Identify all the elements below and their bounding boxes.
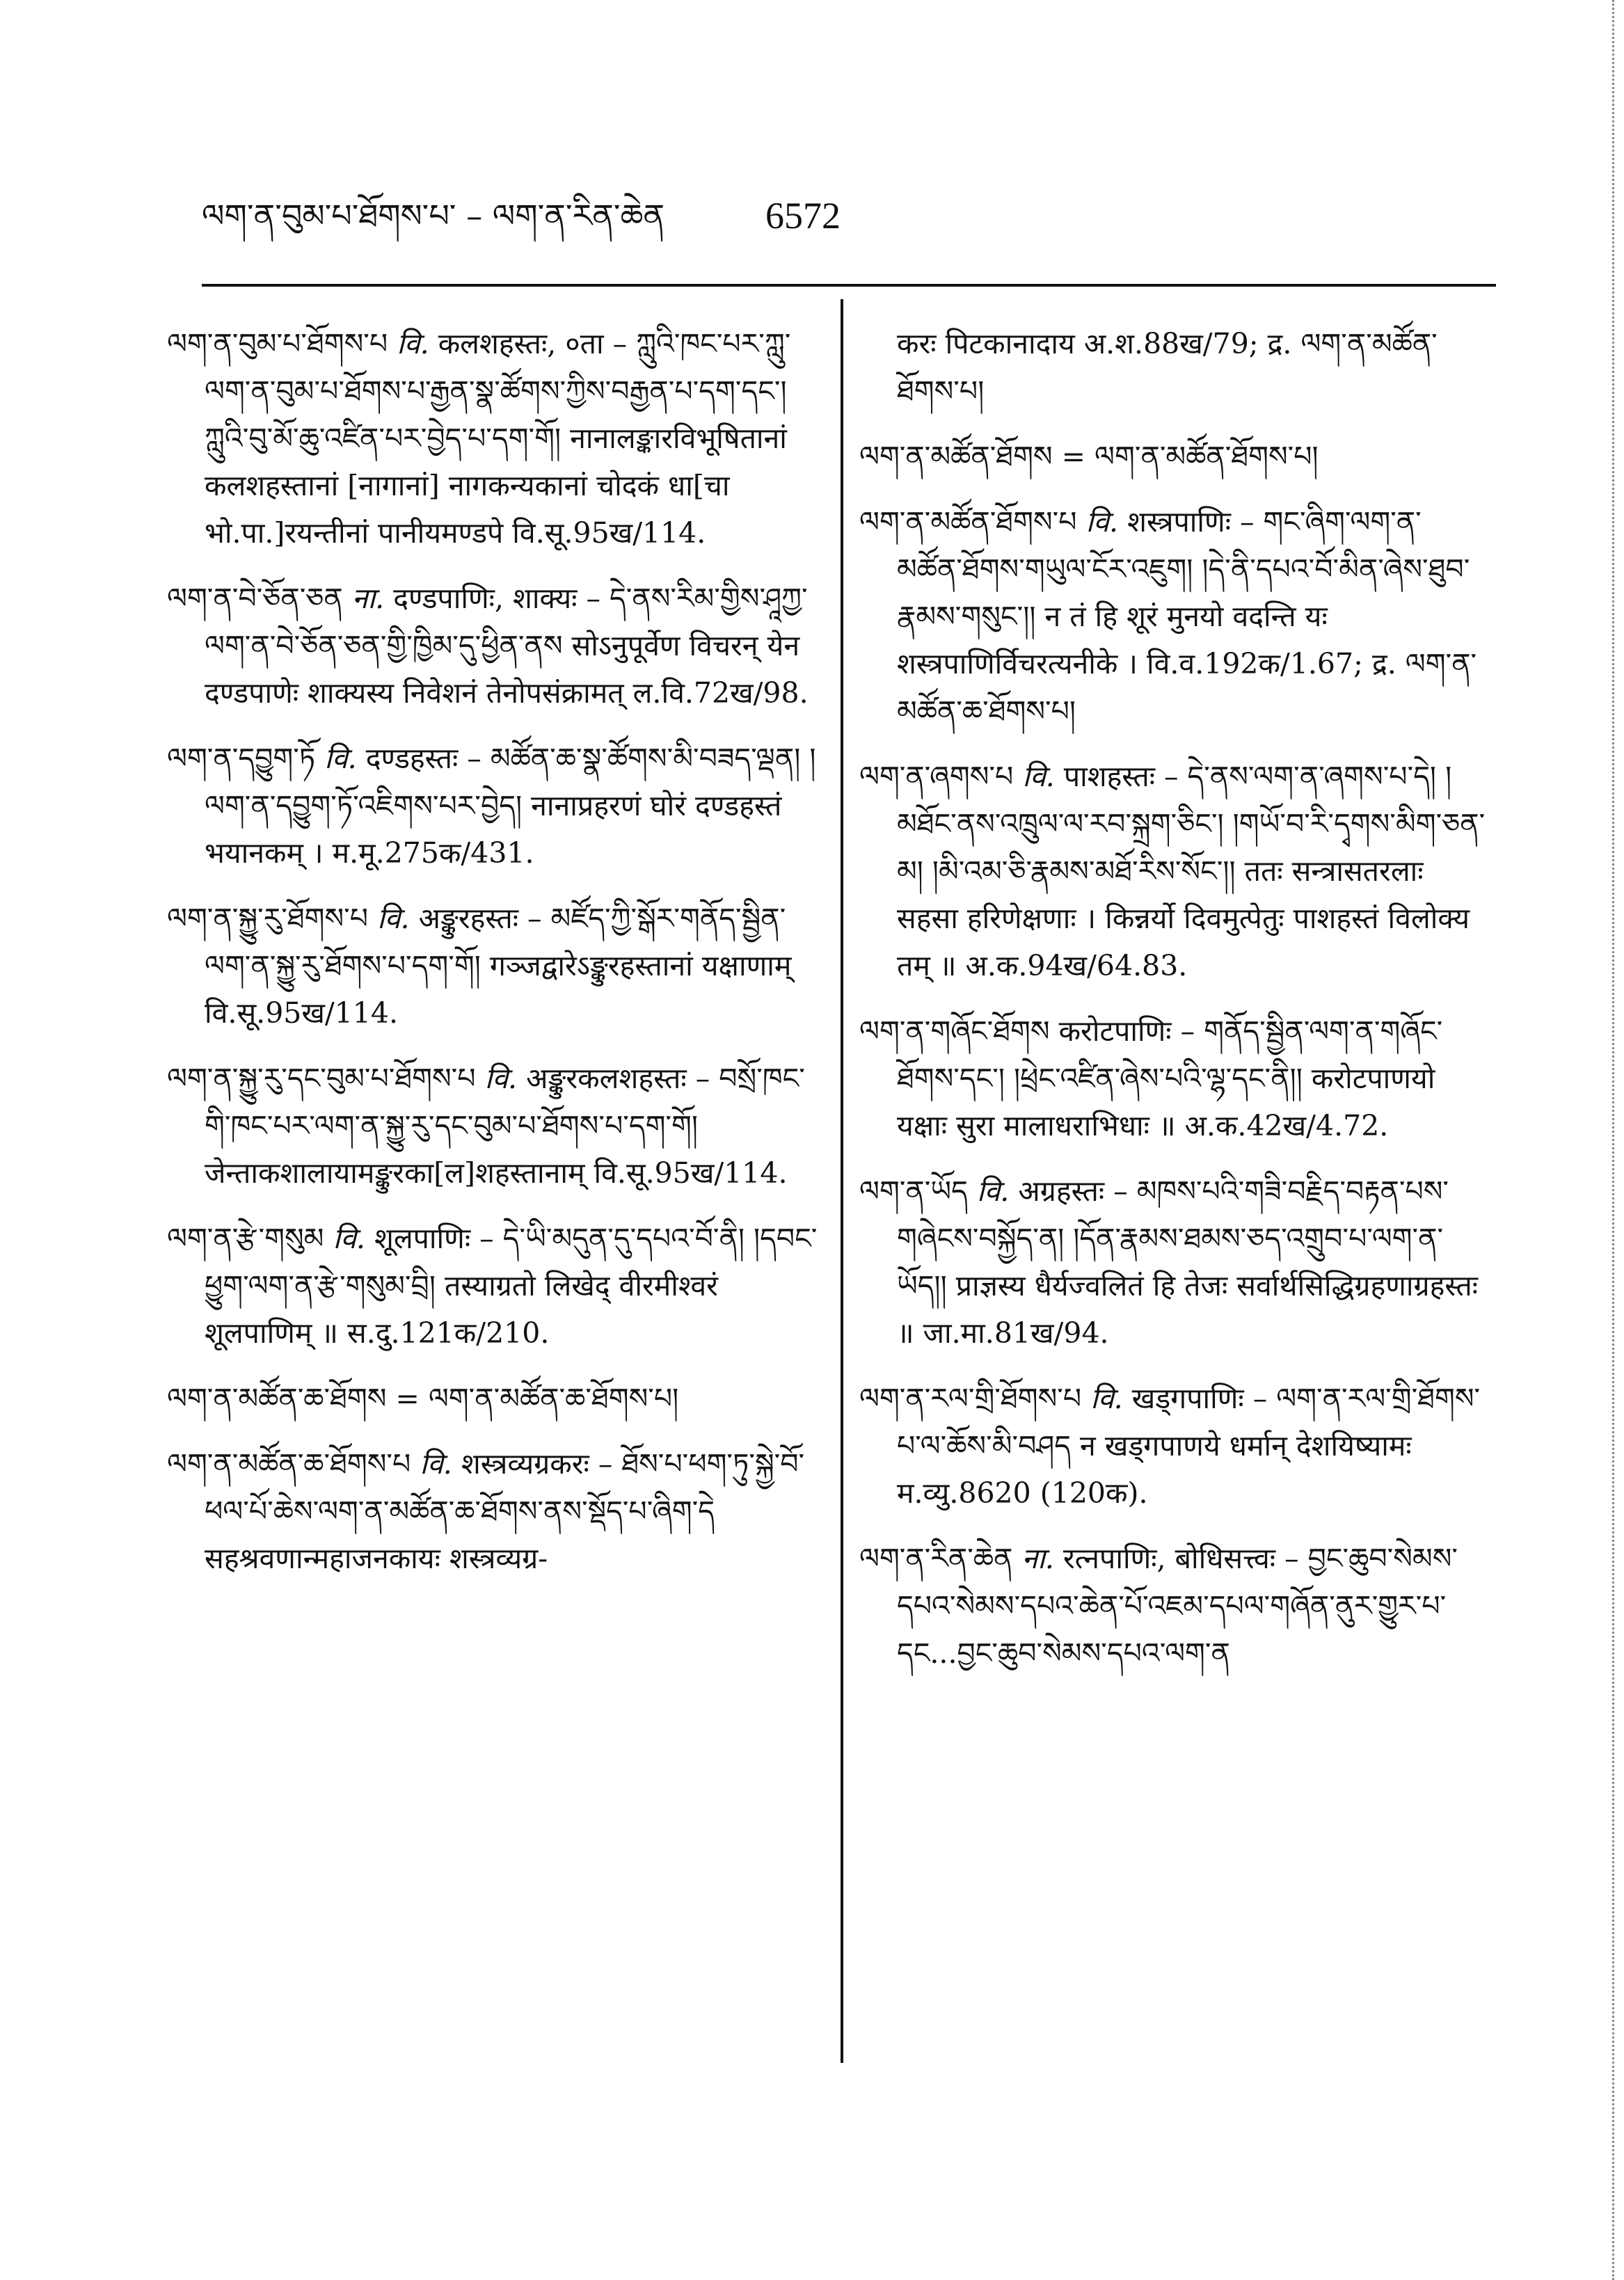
entry-headword: ལག་ན་ཡོད (859, 1174, 968, 1208)
entry-grammar-abbr: वि. (1022, 760, 1055, 793)
entry-headword: ལག་ན་ཞགས་པ (859, 760, 1014, 793)
entry-body: करः पिटकानादाय अ.श.88ख/79; द्र. ལག་ན་མཚོན་ཐོགས་པ། (897, 327, 1438, 408)
dictionary-entry (859, 433, 1486, 480)
entry-body: अङ्कुरहस्तः – མཛོད་ཀྱི་སྒོར་གནོད་སྦྱིན་ལག་ན་སྐྱུ་རུ་ཐོགས་པ་དག་གོ། गञ्जद्वारेऽङ्कुरहस्तानां यक्षाणाम् वि.सू.95ख/114. (205, 902, 792, 1030)
running-header-range: ལག་ན་བུམ་པ་ཐོགས་པ་ – ལག་ན་རིན་ཆེན (202, 197, 665, 234)
entry-headword: ལག་ན་མཚོན་ཐོགས་པ (859, 505, 1077, 539)
dictionary-entry (859, 1167, 1486, 1357)
entry-headword: ལག་ན་དབྱུག་ཏོ (167, 742, 316, 775)
entry-headword: ལག་ན་སྐྱུ་རུ་ཐོགས་པ (167, 902, 369, 935)
left-column (167, 320, 821, 2073)
dictionary-entry (167, 1055, 821, 1197)
entry-grammar-abbr: ना. (1021, 1542, 1054, 1575)
dictionary-entry (167, 575, 821, 717)
entry-body: शस्त्रव्यग्रकरः – ཐོས་པ་ཕག་ཏུ་སྐྱེ་བོ་ཕལ་པོ་ཆེས་ལག་ན་མཚོན་ཆ་ཐོགས་ནས་སྡོད་པ་ཞིག་དེ सहश्रवणान्महाजनकायः शस्त्रव्यग्र- (205, 1447, 805, 1575)
entry-grammar-abbr: वि. (420, 1447, 452, 1481)
entry-grammar-abbr: वि. (324, 742, 357, 775)
right-column (859, 320, 1486, 2073)
dictionary-entry (167, 735, 821, 877)
entry-headword: ལག་ན་རིན་ཆེན (859, 1542, 1013, 1575)
dictionary-entry (167, 320, 821, 557)
entry-headword: ལག་ན་མཚོན་ཐོགས (859, 440, 1053, 473)
entry-headword: ལག་ན་མཚོན་ཆ་ཐོགས (167, 1382, 387, 1415)
dictionary-entry (167, 1375, 821, 1422)
entry-body: = ལག་ན་མཚོན་ཆ་ཐོགས་པ། (395, 1382, 679, 1415)
entry-grammar-abbr: ना. (351, 582, 385, 615)
dictionary-entry (859, 753, 1486, 989)
entry-body: अग्रहस्तः – མཁས་པའི་གཟི་བརྗིད་བརྟན་པས་གཞེངས་བསྐྱོད་ན། །དོན་རྣམས་ཐམས་ཅད་འགྲུབ་པ་ལག་ན་ཡོད།། प्राज्ञस्य धैर्यज्वलितं हि तेजः सर्वार्थसिद्धिग्रहणाग्रहस्तः ॥ जा.मा.81ख/94. (897, 1174, 1478, 1350)
entry-body: = ལག་ན་མཚོན་ཐོགས་པ། (1061, 440, 1319, 473)
entry-grammar-abbr: वि. (1085, 505, 1119, 539)
entry-grammar-abbr: वि. (377, 902, 410, 935)
scan-edge-dots (1612, 0, 1618, 2280)
entry-body: खड्गपाणिः – ལག་ན་རལ་གྲི་ཐོགས་པ་ལ་ཆོས་མི་བཤད न खड्गपाणये धर्मान् देशयिष्यामः म.व्यु.8620 (120क). (897, 1382, 1481, 1510)
dictionary-entry (859, 1535, 1486, 1677)
dictionary-entry (167, 1215, 821, 1357)
entry-headword: ལག་ན་བེ་ཅོན་ཅན (167, 582, 343, 615)
entry-body: रत्नपाणिः, बोधिसत्त्वः – བྱང་ཆུབ་སེམས་དཔའ་སེམས་དཔའ་ཆེན་པོ་འཇམ་དཔལ་གཞོན་ནུར་གྱུར་པ་དང...བྱང་ཆུབ་སེམས་དཔའ་ལག་ན (897, 1542, 1458, 1670)
entry-headword: ལག་ན་རྩེ་གསུམ (167, 1222, 324, 1255)
dictionary-entry (167, 895, 821, 1037)
entry-body: दण्डपाणिः, शाक्यः – དེ་ནས་རིམ་གྱིས་ཤཱཀྱ་ལག་ན་བེ་ཅོན་ཅན་གྱི་ཁྱིམ་དུ་ཕྱིན་ནས सोऽनुपूर्वेण विचरन् येन दण्डपाणेः शाक्यस्य निवेशनं तेनोपसंक्रामत् ल.वि.72ख/98. (205, 582, 809, 710)
entry-body: कलशहस्तः, ०ता – ཀླུའི་ཁང་པར་ཀླུ་ལག་ན་བུམ་པ་ཐོགས་པ་རྒྱན་སྣ་ཚོགས་ཀྱིས་བརྒྱན་པ་དག་དང་། ཀླུའི་བུ་མོ་ཆུ་འཛིན་པར་བྱེད་པ་དག་གོ། नानालङ्कारविभूषितानां कलशहस्तानां [नागानां] नागकन्यकानां चोदकं धा[चा भो.पा.]रयन्तीनां पानीयमण्डपे वि.सू.95ख/114. (205, 327, 791, 550)
entry-grammar-abbr: वि. (1090, 1382, 1123, 1415)
entry-headword: ལག་ན་བུམ་པ་ཐོགས་པ (167, 327, 388, 360)
entry-headword: ལག་ན་མཚོན་ཆ་ཐོགས་པ (167, 1447, 411, 1481)
dictionary-entry-continuation (859, 320, 1486, 415)
entry-body: शस्त्रपाणिः – གང་ཞིག་ལག་ན་མཚོན་ཐོགས་གཡུལ་ངོར་འཇུག། །དེ་ནི་དཔའ་བོ་མིན་ཞེས་ཐུབ་རྣམས་གསུང་།། न तं हि शूरं मुनयो वदन्ति यः शस्त्रपाणिर्विचरत्यनीके । वि.व.192क/1.67; द्र. ལག་ན་མཚོན་ཆ་ཐོགས་པ། (897, 505, 1477, 728)
entry-body: पाशहस्तः – དེ་ནས་ལག་ན་ཞགས་པ་དེ། །མཐོང་ནས་འཁྲུལ་ལ་རབ་སྐྲག་ཅིང་། །གཡོ་བ་རི་དྭགས་མིག་ཅན་མ། །མི་འམ་ཅི་རྣམས་མཐོ་རིས་སོང་།། ततः सन्त्रासतरलाः सहसा हरिणेक्षणाः । किन्नर्यो दिवमुत्पेतुः पाशहस्तं विलोक्य तम् ॥ अ.क.94ख/64.83. (897, 760, 1486, 982)
column-divider (841, 299, 843, 2063)
entry-grammar-abbr: वि. (333, 1222, 365, 1255)
dictionary-entry (859, 1007, 1486, 1149)
entry-body: दण्डहस्तः – མཚོན་ཆ་སྣ་ཚོགས་མི་བཟད་ལྡན། །ལག་ན་དབྱུག་ཏོ་འཇིགས་པར་བྱེད། नानाप्रहरणं घोरं दण्डहस्तं भयानकम् । म.मू.275क/431. (205, 742, 816, 870)
entry-grammar-abbr: वि. (484, 1062, 518, 1095)
header-rule (202, 284, 1496, 287)
dictionary-entry (167, 1440, 821, 1582)
entry-grammar-abbr: वि. (397, 327, 429, 360)
entry-body: अङ्कुरकलशहस्तः – བསྲོ་ཁང་གི་ཁང་པར་ལག་ན་སྐྱུ་རུ་དང་བུམ་པ་ཐོགས་པ་དག་གོ། जेन्ताकशालायामङ्कुरका[ल]शहस्तानाम् वि.सू.95ख/114. (205, 1062, 805, 1190)
entry-body: शूलपाणिः – དེ་ཡི་མདུན་དུ་དཔའ་བོ་ནི། །དབང་ཕྱུག་ལག་ན་རྩེ་གསུམ་བྲི། तस्याग्रतो लिखेद् वीरमीश्वरं शूलपाणिम् ॥ स.दु.121क/210. (205, 1222, 818, 1350)
entry-body: करोटपाणिः – གནོད་སྦྱིན་ལག་ན་གཞོང་ཐོགས་དང་། །ཕྲེང་འཛིན་ཞེས་པའི་ལྷ་དང་ནི།། करोटपाणयो यक्षाः सुरा मालाधराभिधाः ॥ अ.क.42ख/4.72. (897, 1014, 1443, 1142)
page-number: 6572 (765, 195, 841, 237)
entry-headword: ལག་ན་གཞོང་ཐོགས (859, 1014, 1050, 1048)
entry-headword: ལག་ན་རལ་གྲི་ཐོགས་པ (859, 1382, 1082, 1415)
entry-grammar-abbr: वि. (976, 1174, 1010, 1208)
entry-headword: ལག་ན་སྐྱུ་རུ་དང་བུམ་པ་ཐོགས་པ (167, 1062, 476, 1095)
dictionary-entry (859, 1375, 1486, 1517)
dictionary-entry (859, 498, 1486, 735)
